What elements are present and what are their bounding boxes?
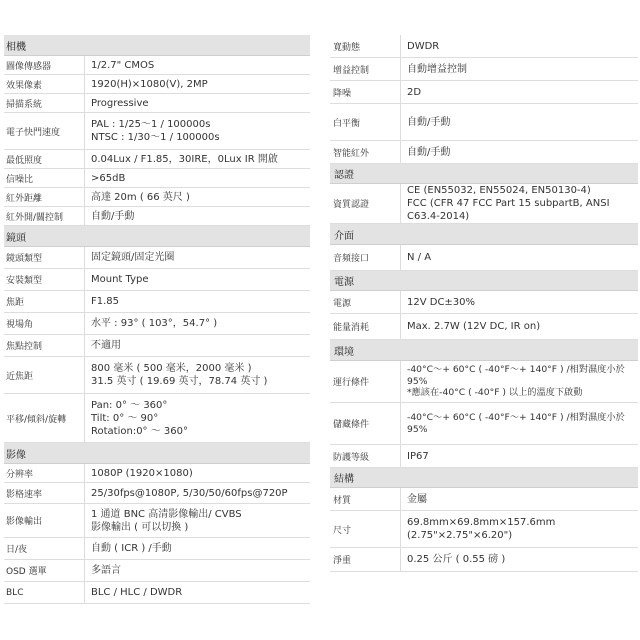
spec-row xyxy=(330,403,638,445)
spec-value: >65dB xyxy=(91,172,126,184)
spec-label: 尺寸 xyxy=(333,525,352,536)
spec-value: 0.25 公斤 ( 0.55 磅 ) xyxy=(407,554,506,565)
spec-row xyxy=(4,247,310,269)
spec-value: 自動/手動 xyxy=(407,146,451,158)
spec-label: 圖像傳感器 xyxy=(6,61,52,72)
section-header xyxy=(330,340,638,361)
section-header xyxy=(330,224,638,245)
spec-label: 音頻接口 xyxy=(333,254,370,264)
spec-value: 多語言 xyxy=(91,565,121,576)
spec-label: 近焦距 xyxy=(6,371,34,382)
spec-row xyxy=(4,464,310,483)
spec-row xyxy=(4,394,310,443)
spec-value-cell xyxy=(84,188,310,206)
spec-value-cell xyxy=(400,445,638,467)
spec-value-cell xyxy=(84,94,310,112)
right-spec-table xyxy=(330,35,638,572)
spec-row xyxy=(4,188,310,207)
spec-label: 降噪 xyxy=(333,88,352,99)
spec-row xyxy=(4,357,310,394)
spec-value-cell xyxy=(84,247,310,268)
spec-value: 自動增益控制 xyxy=(407,63,467,75)
spec-label: 紅外開/關控制 xyxy=(6,212,64,223)
spec-row xyxy=(330,141,638,164)
spec-value: 固定鏡頭/固定光圈 xyxy=(91,252,175,263)
spec-value: 水平 : 93° ( 103°，54.7° ) xyxy=(91,318,218,329)
spec-label: 信噪比 xyxy=(6,174,34,185)
spec-value-cell xyxy=(84,394,310,442)
section-title: 環境 xyxy=(334,346,354,358)
spec-label: 平移/傾斜/旋轉 xyxy=(6,414,67,425)
section-header xyxy=(4,226,310,247)
spec-label: 寬動態 xyxy=(333,42,361,53)
spec-row xyxy=(4,504,310,538)
spec-row xyxy=(330,445,638,468)
spec-row xyxy=(330,511,638,548)
spec-row xyxy=(4,483,310,504)
section-title: 介面 xyxy=(334,230,354,242)
spec-label: 紅外距離 xyxy=(6,193,43,204)
spec-label: 能量消耗 xyxy=(333,323,370,333)
spec-row xyxy=(330,245,638,271)
spec-label: 材質 xyxy=(333,495,352,506)
section-title: 影像 xyxy=(6,449,26,461)
spec-value: CE (EN55032, EN55024, EN50130-4) FCC (CFR 47 FCC Part 15 subpartB, ANSI C63.4-2014) xyxy=(407,185,610,222)
spec-label: 資質認證 xyxy=(333,200,370,210)
section-title: 電源 xyxy=(334,277,354,288)
spec-value-cell xyxy=(84,75,310,93)
spec-value-cell xyxy=(84,169,310,187)
spec-value: F1.85 xyxy=(91,296,120,307)
spec-row xyxy=(330,35,638,58)
spec-label: 焦距 xyxy=(6,298,25,308)
spec-value-cell xyxy=(84,113,310,149)
spec-label: 影格速率 xyxy=(6,489,43,500)
spec-value: 不適用 xyxy=(91,340,121,351)
spec-value-cell xyxy=(400,291,638,313)
spec-label: 淨重 xyxy=(333,556,352,566)
section-title: 相機 xyxy=(6,41,26,53)
spec-value: PAL : 1/25～1 / 100000s NTSC : 1/30～1 / 100000s xyxy=(91,119,220,143)
spec-row xyxy=(4,269,310,291)
spec-value: Pan: 0° ～ 360° Tilt: 0° ～ 90° Rotation:0° ～ 360° xyxy=(91,399,188,437)
spec-row xyxy=(330,548,638,572)
spec-value: 25/30fps@1080P, 5/30/50/60fps@720P xyxy=(91,487,288,499)
spec-label: 電源 xyxy=(333,298,352,309)
spec-row xyxy=(4,291,310,313)
spec-label: 影像輸出 xyxy=(6,517,43,527)
spec-value: 自動 ( ICR ) /手動 xyxy=(91,543,172,554)
spec-value-cell xyxy=(400,245,638,270)
spec-value: Max. 2.7W (12V DC, IR on) xyxy=(407,321,541,332)
spec-row xyxy=(4,207,310,226)
spec-value-cell xyxy=(84,335,310,356)
spec-label: BLC xyxy=(6,587,24,598)
spec-value-cell xyxy=(84,504,310,537)
spec-value: 1920(H)×1080(V), 2MP xyxy=(91,78,208,90)
spec-value-cell xyxy=(84,313,310,334)
spec-value: 金屬 xyxy=(407,493,427,505)
spec-value-cell xyxy=(400,548,638,571)
spec-label: 安裝類型 xyxy=(6,276,43,286)
spec-row xyxy=(4,75,310,94)
spec-label: 儲藏條件 xyxy=(333,420,370,430)
spec-value: 1080P (1920×1080) xyxy=(91,467,193,479)
spec-row xyxy=(4,335,310,357)
spec-value: -40°C～+ 60°C ( -40°F～+ 140°F ) /相對濕度小於 95% *應該在-40°C ( -40°F ) 以上的溫度下啟動 xyxy=(407,363,625,399)
section-title: 鏡頭 xyxy=(6,232,26,244)
section-title: 結構 xyxy=(334,474,354,485)
spec-value: 800 毫米 ( 500 毫米，2000 毫米 ) 31.5 英寸 ( 19.69 英寸，78.74 英寸 ) xyxy=(91,363,268,387)
spec-label: 電子快門速度 xyxy=(6,127,61,138)
spec-row xyxy=(330,291,638,314)
spec-label: 效果像素 xyxy=(6,80,43,91)
spec-label: 分辨率 xyxy=(6,469,34,480)
spec-row xyxy=(4,560,310,582)
spec-row xyxy=(4,538,310,560)
spec-value: 1/2.7" CMOS xyxy=(91,59,155,71)
spec-row xyxy=(4,313,310,335)
spec-value-cell xyxy=(84,207,310,225)
spec-value-cell xyxy=(84,483,310,503)
spec-value-cell xyxy=(400,35,638,57)
spec-value: 0.04Lux / F1.85，30IRE，0Lux IR 開啟 xyxy=(91,153,278,165)
spec-row xyxy=(330,104,638,141)
spec-value: 自動/手動 xyxy=(407,116,451,128)
spec-row xyxy=(330,184,638,224)
spec-value-cell xyxy=(84,291,310,312)
spec-label: 防護等級 xyxy=(333,452,370,463)
spec-row xyxy=(330,58,638,81)
spec-value-cell xyxy=(400,511,638,547)
spec-label: 智能紅外 xyxy=(333,148,370,159)
spec-value: Progressive xyxy=(91,97,149,109)
section-header xyxy=(330,468,638,488)
spec-value-cell xyxy=(400,184,638,223)
spec-label: 鏡頭類型 xyxy=(6,254,43,264)
spec-label: 增益控制 xyxy=(333,65,370,76)
spec-value-cell xyxy=(84,464,310,482)
spec-value-cell xyxy=(84,357,310,393)
spec-value-cell xyxy=(84,538,310,559)
spec-value: IP67 xyxy=(407,450,429,462)
spec-value-cell xyxy=(400,58,638,80)
spec-value: DWDR xyxy=(407,40,440,52)
spec-row xyxy=(4,169,310,188)
spec-value-cell xyxy=(84,150,310,168)
section-header xyxy=(4,443,310,464)
left-spec-table xyxy=(4,35,310,604)
spec-value: 1 通道 BNC 高清影像輸出/ CVBS 影像輸出 ( 可以切換 ) xyxy=(91,508,242,533)
spec-label: 日/夜 xyxy=(6,545,28,555)
spec-value: 自動/手動 xyxy=(91,210,135,222)
spec-row xyxy=(4,94,310,113)
section-header xyxy=(330,164,638,184)
spec-value-cell xyxy=(84,582,310,603)
section-header xyxy=(4,35,310,56)
spec-row xyxy=(330,81,638,104)
spec-value-cell xyxy=(84,56,310,74)
spec-value-cell xyxy=(400,314,638,339)
spec-label: 最低照度 xyxy=(6,155,43,166)
spec-value: 高達 20m ( 66 英尺 ) xyxy=(91,191,190,203)
spec-row xyxy=(330,488,638,511)
spec-row xyxy=(330,361,638,403)
spec-value: Mount Type xyxy=(91,274,149,285)
spec-value: N / A xyxy=(407,252,432,263)
spec-label: 運行條件 xyxy=(333,378,370,388)
spec-label: OSD 選單 xyxy=(6,567,47,577)
spec-value-cell xyxy=(84,269,310,290)
spec-value: 2D xyxy=(407,86,422,98)
spec-value: 12V DC±30% xyxy=(407,296,476,308)
spec-value-cell xyxy=(400,361,638,402)
spec-label: 白平衡 xyxy=(333,118,361,129)
spec-value: -40°C～+ 60°C ( -40°F～+ 140°F ) /相對濕度小於 95% xyxy=(407,411,625,435)
spec-value-cell xyxy=(400,141,638,163)
spec-value-cell xyxy=(400,488,638,510)
spec-value-cell xyxy=(400,104,638,140)
spec-value: 69.8mm×69.8mm×157.6mm (2.75"×2.75"×6.20") xyxy=(407,517,556,541)
spec-row xyxy=(4,56,310,75)
section-title: 認證 xyxy=(334,170,354,181)
spec-row xyxy=(330,314,638,340)
spec-label: 焦點控制 xyxy=(6,342,43,352)
spec-value-cell xyxy=(400,81,638,103)
spec-row xyxy=(4,150,310,169)
spec-row xyxy=(4,582,310,604)
spec-label: 視場角 xyxy=(6,320,34,330)
spec-value-cell xyxy=(400,403,638,444)
spec-row xyxy=(4,113,310,150)
section-header xyxy=(330,271,638,291)
spec-value-cell xyxy=(84,560,310,581)
spec-value: BLC / HLC / DWDR xyxy=(91,587,183,598)
spec-label: 掃描系統 xyxy=(6,99,43,110)
